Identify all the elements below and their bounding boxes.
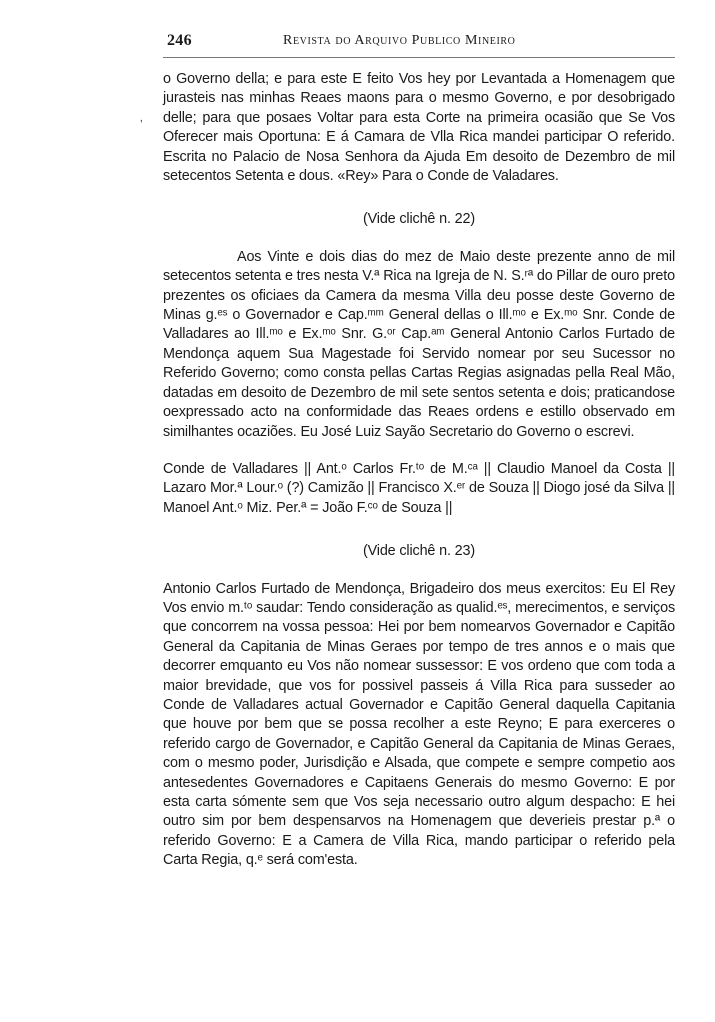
document-page	[163, 30, 675, 871]
paragraph-carta-regia: Antonio Carlos Furtado de Mendonça, Brigadeiro dos meus exercitos: Eu El Rey Vos envio m.ᵗᵒ saudar: Tendo consideração as qualid.ᵉˢ, merecimentos, e serviços que concorrem na vossa pessoa: Hei por bem nomearvos Governador e Capitão General da Capitania de Minas Geraes por tempo de tres annos e o mais que decorrer emquanto eu Vos não nomear sussessor: E vos ordeno que com toda a maior brevidade, que vos for possivel passeis á Villa Rica para susseder ao Conde de Valladares actual Governador e Capitão General daquella Capitania que houve por bem que se possa recolher a este Reyno; E para exerceres o referido cargo de Governador, e Capitão General da Capitania de Minas Geraes, com o mesmo poder, Jurisdição e Alsada, que compete e sempre competio aos antesedentes Governadores e Capitaens Generais do mesmo Governo: E por esta carta sómente sem que Vos seja necessario outro algum despacho: E hei outro sim por bem despensarvos na Homenagem que deverieis prestar p.ª o referido Governo: E a Camera de Villa Rica, mando participar o referido pela Carta Regia, q.ᵉ será com'esta.	[163, 580, 675, 869]
header-rule	[163, 57, 675, 58]
paragraph-continued: o Governo della; e para este E feito Vos hey por Levantada a Homenagem que jurasteis nas minhas Reaes maons para o mesmo Governo, e por desobrigado delle; para que posaes Voltar para esta Corte na primeira ocasião que Se Vos Oferecer mais Oportuna: E á Camara de Vlla Rica mandei participar O referido. Escrita no Palacio de Nosa Senhora da Ajuda Em desoito de Dezembro de mil setecentos Setenta e dous. «Rey» Para o Conde de Valadares.	[163, 71, 675, 185]
signature-block: Conde de Valladares || Ant.ᵒ Carlos Fr.ᵗᵒ de M.ᶜᵃ || Claudio Manoel da Costa || Lazaro Mor.ª Lour.ᵒ (?) Camizão || Francisco X.ᵉʳ de Souza || Diogo josé da Silva || Manoel Ant.ᵒ Miz. Per.ª = João F.ᶜᵒ de Souza ||	[163, 460, 675, 516]
margin-mark: ‚	[140, 110, 143, 124]
body-text	[163, 70, 675, 871]
vide-cliche-23: (Vide clichê n. 23)	[362, 543, 476, 560]
running-head	[163, 30, 675, 52]
page-number: 246	[167, 32, 192, 49]
paragraph-posse: Aos Vinte e dois dias do mez de Maio deste prezente anno de mil setecentos setenta e tres nesta V.ª Rica na Igreja de N. S.ʳª do Pillar de ouro preto prezentes os oficiaes da Camera da mesma Villa deu posse deste Governo de Minas g.ᵉˢ o Governador e Cap.ᵐᵐ General dellas o Ill.ᵐᵒ e Ex.ᵐᵒ Snr. Conde de Valladares ao Ill.ᵐᵒ e Ex.ᵐᵒ Snr. G.ᵒʳ Cap.ᵃᵐ General Antonio Carlos Furtado de Mendonça aquem Sua Magestade foi Servido nomear por seu Sucessor no Referido Governo; como consta pellas Cartas Regias asignadas pella Real Mão, datadas em desoito de Dezembro de mil sete sentos setenta e dois; praticandose oexpressado acto na conformidade das Reaes ordens e estillo observado em similhantes ocaziões. Eu José Luiz Sayão Secretario do Governo o escrevi.	[163, 248, 675, 440]
journal-title: Revista do Arquivo Publico Mineiro	[283, 33, 516, 48]
vide-cliche-22: (Vide clichê n. 22)	[362, 211, 476, 228]
